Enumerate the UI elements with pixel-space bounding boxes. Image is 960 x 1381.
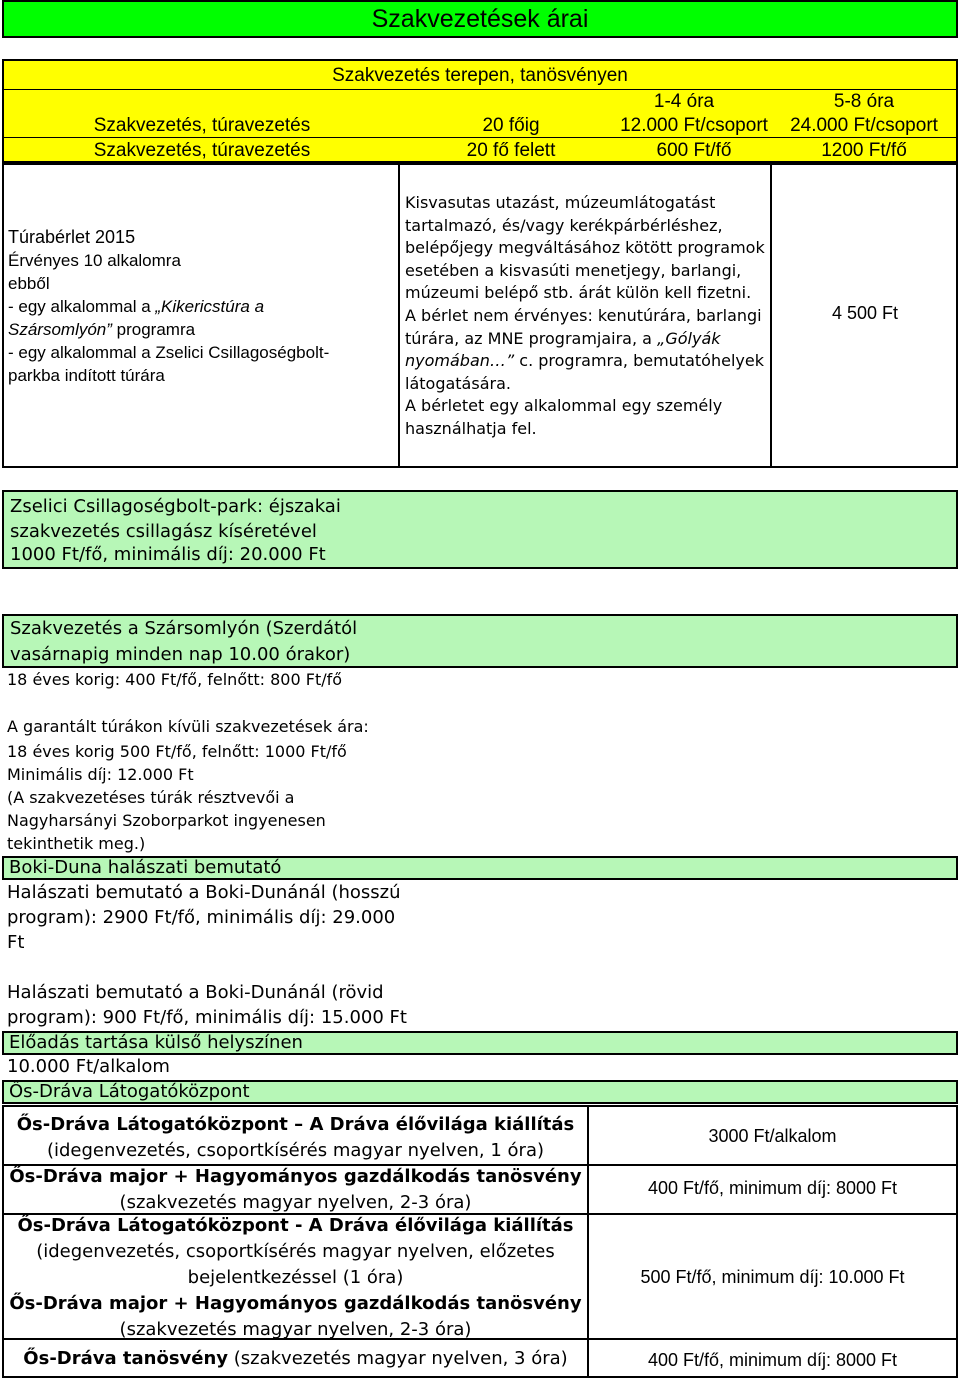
extra-guide-minimum: Minimális díj: 12.000 Ft <box>7 765 194 784</box>
lecture-price: 10.000 Ft/alkalom <box>7 1056 170 1077</box>
duration-5-8-header: 5-8 óra <box>833 91 895 112</box>
boki-duna-title: Boki-Duna halászati bemutató <box>9 857 282 878</box>
field-guide-header: Szakvezetés terepen, tanösvényen <box>332 65 628 86</box>
duration-1-4-header: 1-4 óra <box>653 91 715 112</box>
duration-header-row <box>4 89 956 114</box>
table-row: Ős-Dráva Látogatóközpont - A Dráva élővilága kiállítás (idegenvezetés, csoportkísérés magyar nyelven, előzetes bejelentkezéssel (1 óra) Ős-Dráva major + Hagyományos gazdálkodás tanösvény (szakvezetés magyar nyelven, 2-3 óra) <box>9 1215 582 1340</box>
page-title: Szakvezetések árai <box>2 0 958 38</box>
hiking-pass-price: 4 500 Ft <box>831 303 899 323</box>
hiking-pass-description <box>8 226 388 387</box>
hiking-pass-validity: Érvényes 10 alkalomra <box>8 251 181 270</box>
zselic-title: Zselici Csillagoségbolt-park: éjszakai <box>10 496 341 517</box>
table-row <box>4 113 956 138</box>
fishing-demo-long: Ft <box>7 932 25 953</box>
fishing-demo-long: program): 2900 Ft/fő, minimális díj: 29.000 <box>7 907 396 928</box>
hiking-pass-table <box>2 163 958 468</box>
price-1-4: 600 Ft/fő <box>656 140 732 161</box>
hiking-pass-text: - egy alkalommal a Zselici Csillagoségbolt- <box>8 343 330 362</box>
os-drava-price-table <box>2 1105 958 1378</box>
price-5-8: 1200 Ft/fő <box>821 140 907 161</box>
row-price: 400 Ft/fő, minimum díj: 8000 Ft <box>647 1178 898 1198</box>
price-5-8: 24.000 Ft/csoport <box>790 115 938 136</box>
szarsomlyo-subtitle: vasárnapig minden nap 10.00 órakor) <box>10 644 351 665</box>
field-guide-price-table <box>2 59 958 163</box>
boki-duna-header <box>2 856 958 880</box>
group-size: 20 fő felett <box>466 140 556 161</box>
zselic-subtitle: szakvezetés csillagász kíséretével <box>10 521 317 542</box>
fishing-demo-long: Halászati bemutató a Boki-Dunánál (hosszú <box>7 882 401 903</box>
sculpture-park-note: tekinthetik meg.) <box>7 834 146 853</box>
sculpture-park-note: Nagyharsányi Szoborparkot ingyenesen <box>7 811 326 830</box>
zselic-night-tour-box <box>2 490 958 569</box>
fishing-demo-short: program): 900 Ft/fő, minimális díj: 15.000 Ft <box>7 1007 407 1028</box>
hiking-pass-text: parkba indított túrára <box>8 366 165 385</box>
hiking-pass-text: - egy alkalommal a „Kikericstúra a <box>8 297 265 316</box>
extra-guide-price: 18 éves korig 500 Ft/fő, felnőtt: 1000 Ft/fő <box>7 742 347 761</box>
os-drava-title: Ős-Dráva Látogatóközpont <box>9 1081 250 1102</box>
row-label: Szakvezetés, túravezetés <box>93 140 311 161</box>
fishing-demo-short: Halászati bemutató a Boki-Dunánál (rövid <box>7 982 384 1003</box>
table-row: Ős-Dráva tanösvény (szakvezetés magyar nyelven, 3 óra) <box>23 1348 568 1369</box>
lecture-title: Előadás tartása külső helyszínen <box>9 1032 303 1053</box>
szarsomlyo-title: Szakvezetés a Szársomlyón (Szerdától <box>10 618 358 639</box>
row-price: 400 Ft/fő, minimum díj: 8000 Ft <box>647 1350 898 1370</box>
group-size: 20 főig <box>482 115 540 136</box>
row-label: Szakvezetés, túravezetés <box>93 115 311 136</box>
szarsomlyo-price: 18 éves korig: 400 Ft/fő, felnőtt: 800 Ft/fő <box>7 670 343 689</box>
hiking-pass-text: Szársomlyón” programra <box>8 320 196 339</box>
hiking-pass-conditions: Kisvasutas utazást, múzeumlátogatást tartalmazó, és/vagy kerékpárbérléshez, belépőjegy megváltásához kötött programok esetében a kisvasúti menetjegy, barlangi, múzeumi belépő stb. árát külön kell fizetni. A bérlet nem érvényes: kenutúrára, barlangi túrára, az MNE programjaira, a „Gólyák nyomában…” c. programra, bemutatóhelyek látogatására. A bérletet egy alkalommal egy személy használhatja fel. <box>405 193 765 438</box>
sculpture-park-note: (A szakvezetéses túrák résztvevői a <box>7 788 295 807</box>
szarsomlyo-tour-box <box>2 614 958 668</box>
table-row <box>4 138 956 163</box>
hiking-pass-text: ebből <box>8 274 50 293</box>
field-guide-header-row <box>4 63 956 88</box>
os-drava-header <box>2 1080 958 1104</box>
hiking-pass-title: Túrabérlet 2015 <box>8 227 136 247</box>
table-row: Ős-Dráva major + Hagyományos gazdálkodás tanösvény (szakvezetés magyar nyelven, 2-3 óra) <box>9 1166 582 1213</box>
lecture-header <box>2 1031 958 1055</box>
price-1-4: 12.000 Ft/csoport <box>620 115 768 136</box>
extra-guide-heading: A garantált túrákon kívüli szakvezetések ára: <box>7 717 369 736</box>
zselic-price: 1000 Ft/fő, minimális díj: 20.000 Ft <box>10 544 326 565</box>
row-price: 500 Ft/fő, minimum díj: 10.000 Ft <box>640 1267 905 1287</box>
table-row: Ős-Dráva Látogatóközpont – A Dráva élővilága kiállítás (idegenvezetés, csoportkísérés magyar nyelven, 1 óra) <box>16 1114 575 1161</box>
row-price: 3000 Ft/alkalom <box>708 1126 837 1146</box>
